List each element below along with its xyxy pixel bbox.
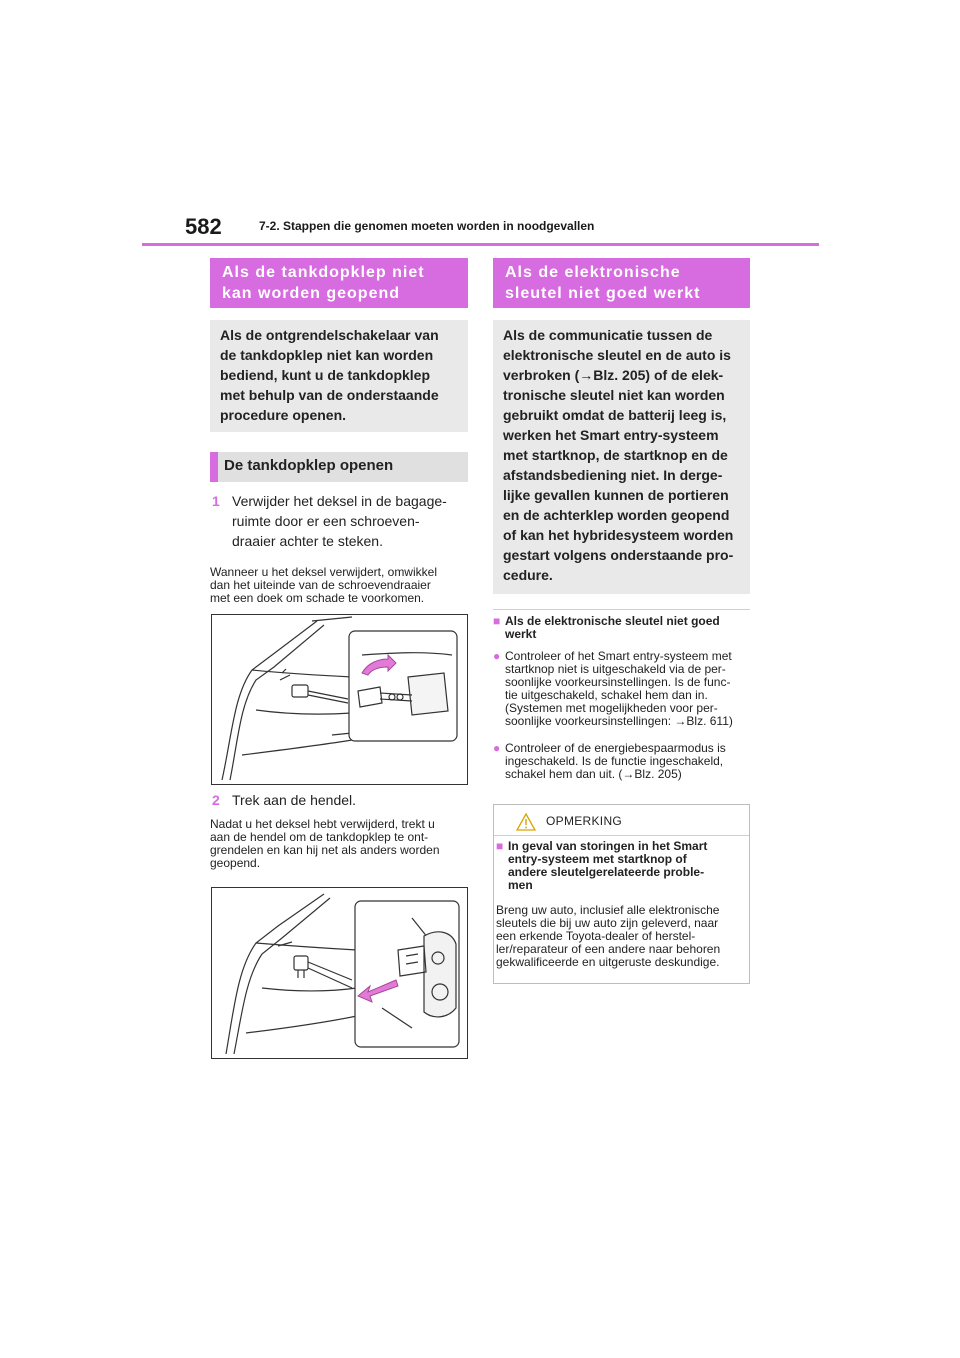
intro-line: elektronische sleutel en de auto is (503, 347, 731, 363)
step-2 (212, 790, 472, 810)
step-2-note (210, 818, 472, 870)
note-line: met een doek om schade te voorkomen. (210, 591, 425, 605)
illustration-remove-cover (211, 614, 468, 785)
step-1 (212, 491, 472, 551)
electronic-key-intro (493, 320, 750, 594)
intro-line: Als de ontgrendelschakelaar van (220, 327, 439, 343)
intro-line: met startknop, de startknop en de (503, 447, 728, 463)
intro-line: gebruikt omdat de batterij leeg is, (503, 407, 727, 423)
intro-line: cedure. (503, 567, 553, 583)
step-text: Trek aan de hendel. (232, 792, 357, 808)
notice-body-line: sleutels die bij uw auto zijn geleverd, naar (496, 916, 719, 930)
bullet-line: startknop niet is uitgeschakeld via de per- (505, 662, 726, 676)
topic-heading (493, 615, 753, 641)
fuel-door-intro (210, 320, 468, 432)
subsection-title-open-fuel-door (210, 452, 468, 482)
bullet-line: soonlijke voorkeursinstellingen. Is de func- (505, 675, 731, 689)
bullet-line: ingeschakeld. Is de functie ingeschakeld, (505, 754, 724, 768)
bullet-line: Controleer of het Smart entry-systeem met (505, 649, 732, 663)
notice-heading-line: andere sleutelgerelateerde proble- (508, 865, 705, 879)
notice-body-line: ler/reparateur of een andere naar behoren (496, 942, 721, 956)
bullet-line: Controleer of de energiebespaarmodus is (505, 741, 726, 755)
topic-heading-line: Als de elektronische sleutel niet goed (505, 614, 720, 628)
step-number: 1 (212, 493, 220, 509)
bullet-item-energy-saving (493, 742, 755, 781)
subsection-title-text: De tankdopklep openen (224, 457, 394, 474)
section-title-line: sleutel niet goed werkt (505, 285, 701, 302)
bullet-line: schakel hem dan uit. (→Blz. 205) (505, 767, 682, 781)
header-divider (142, 243, 819, 246)
notice-header (494, 805, 749, 836)
notice-heading (496, 840, 746, 892)
square-bullet-icon: ■ (496, 839, 504, 853)
note-line: dan het uiteinde van de schroevendraaier (210, 578, 431, 592)
notice-heading-line: In geval van storingen in het Smart (508, 839, 708, 853)
intro-line: met behulp van de onderstaande (220, 387, 439, 403)
lever-drawing (212, 888, 467, 1058)
note-line: aan de hendel om de tankdopklep te ont- (210, 830, 429, 844)
note-line: Nadat u het deksel hebt verwijderd, trekt u (210, 817, 435, 831)
notice-body-line: Breng uw auto, inclusief alle elektronische (496, 903, 720, 917)
section-title-line: Als de elektronische (505, 264, 681, 281)
intro-line: bediend, kunt u de tankdopklep (220, 367, 431, 383)
bullet-line: (Systemen met mogelijkheden voor per- (505, 701, 718, 715)
notice-body (496, 904, 748, 969)
note-line: grendelen en kan hij net als anders worden (210, 843, 440, 857)
topic-divider (493, 609, 750, 610)
section-title-line: Als de tankdopklep niet (222, 264, 425, 281)
step-text-line: ruimte door er een schroeven- (232, 513, 420, 529)
topic-heading-line: werkt (505, 627, 537, 641)
notice-box (493, 804, 750, 984)
note-line: geopend. (210, 856, 261, 870)
intro-line: werken het Smart entry-systeem (503, 427, 719, 443)
bullet-line: tie uitgeschakeld, schakel hem dan in. (505, 688, 708, 702)
intro-line: procedure openen. (220, 407, 347, 423)
section-title-electronic-key (493, 258, 750, 308)
step-number: 2 (212, 792, 220, 808)
note-line: Wanneer u het deksel verwijdert, omwikkel (210, 565, 437, 579)
intro-line: of kan het hybridesysteem worden (503, 527, 734, 543)
notice-label: OPMERKING (546, 814, 623, 828)
intro-line: de tankdopklep niet kan worden (220, 347, 434, 363)
illustration-pull-lever (211, 887, 468, 1059)
intro-line: tronische sleutel niet kan worden (503, 387, 725, 403)
intro-line: afstandsbediening niet. In derge- (503, 467, 723, 483)
bullet-line: soonlijke voorkeursinstellingen: →Blz. 611) (505, 714, 733, 728)
trunk-cover-drawing (212, 615, 467, 784)
notice-heading-line: men (508, 878, 533, 892)
intro-line: en de achterklep worden geopend (503, 507, 730, 523)
section-title-fuel-door (210, 258, 468, 308)
intro-line: Als de communicatie tussen de (503, 327, 713, 343)
bullet-item-smart-entry (493, 650, 755, 728)
intro-line: gestart volgens onderstaande pro- (503, 547, 734, 563)
section-title-line: kan worden geopend (222, 285, 401, 302)
round-bullet-icon: ● (493, 741, 501, 755)
step-1-note (210, 566, 472, 605)
intro-line: lijke gevallen kunnen de portieren (503, 487, 729, 503)
notice-heading-line: entry-systeem met startknop of (508, 852, 687, 866)
round-bullet-icon: ● (493, 649, 501, 663)
square-bullet-icon: ■ (493, 614, 501, 628)
step-text-line: Verwijder het deksel in de bagage- (232, 493, 447, 509)
intro-line: verbroken (→Blz. 205) of de elek- (503, 367, 724, 383)
notice-body-line: een erkende Toyota-dealer of herstel- (496, 929, 696, 943)
step-text-line: draaier achter te steken. (232, 533, 383, 549)
notice-body-line: gekwalificeerde en uitgeruste deskundige. (496, 955, 720, 969)
chapter-title: 7-2. Stappen die genomen moeten worden in noodgevallen (259, 219, 595, 233)
page-number: 582 (185, 214, 222, 239)
warning-triangle-icon (516, 813, 536, 831)
